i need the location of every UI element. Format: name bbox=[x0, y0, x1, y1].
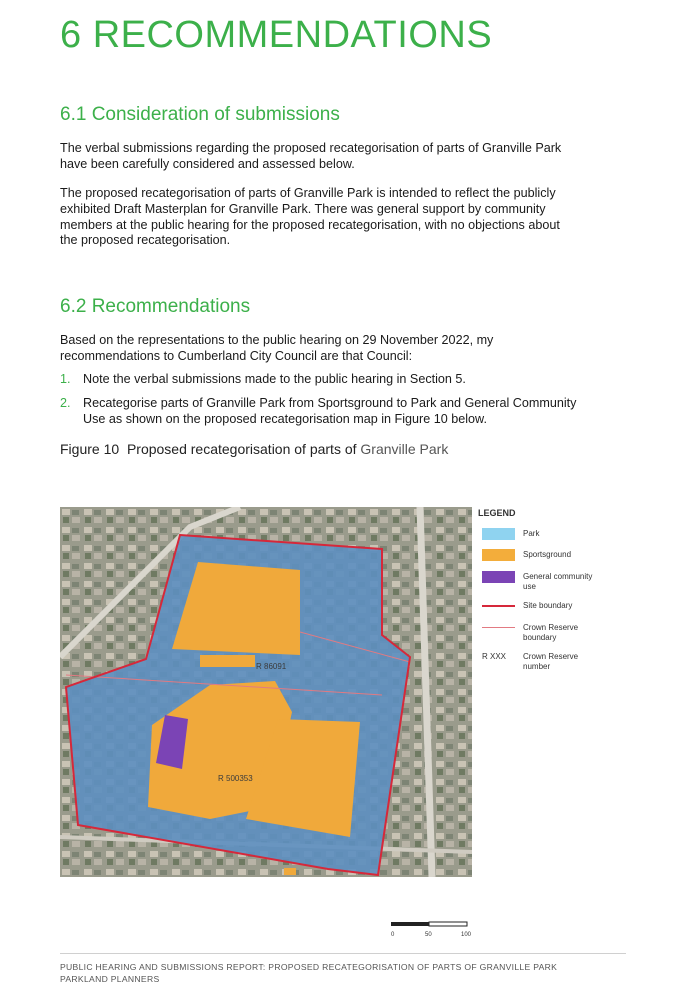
scale-bar bbox=[390, 920, 480, 947]
legend-label: Park bbox=[523, 529, 540, 538]
park-swatch-icon bbox=[482, 528, 515, 540]
text-line: exhibited Draft Masterplan for Granville Park. There was general support by community bbox=[60, 201, 546, 216]
list-item bbox=[83, 372, 623, 388]
general-community-use-swatch-icon bbox=[482, 571, 515, 583]
figure-caption bbox=[60, 441, 448, 457]
section-6-2-intro bbox=[60, 333, 630, 365]
text-line: members at the public hearing for the proposed recategorisation, with no objections about bbox=[60, 217, 560, 232]
scale-tick: 100 bbox=[461, 932, 472, 938]
scale-bar-graphic bbox=[390, 920, 480, 942]
text-line: Use as shown on the proposed recategorisation map in Figure 10 below. bbox=[83, 411, 487, 426]
text-line: have been carefully considered and assessed below. bbox=[60, 156, 355, 171]
section-6-1-title: 6.1 Consideration of submissions bbox=[60, 104, 340, 125]
figure-caption-tail: Granville Park bbox=[360, 441, 449, 457]
scale-tick: 0 bbox=[391, 932, 395, 938]
figure-label: Figure 10 bbox=[60, 441, 120, 457]
section-6-2-title: 6.2 Recommendations bbox=[60, 296, 251, 317]
text-line: the proposed recategorisation. bbox=[60, 233, 231, 248]
list-number: 1. bbox=[60, 372, 71, 386]
crown-reserve-label: R 86091 bbox=[256, 662, 287, 671]
footer-author: PARKLAND PLANNERS bbox=[60, 974, 160, 984]
section-6-1-paragraph-1 bbox=[60, 141, 630, 173]
sportsground-swatch-icon bbox=[482, 549, 515, 561]
text-line: The verbal submissions regarding the proposed recategorisation of parts of Granville Park bbox=[60, 141, 562, 155]
page-heading: 6 RECOMMENDATIONS bbox=[60, 14, 493, 56]
scale-tick: 50 bbox=[425, 932, 432, 938]
text-line: Based on the representations to the public hearing on 29 November 2022, my bbox=[60, 333, 494, 347]
sportsground-area bbox=[284, 868, 296, 875]
text-line: recommendations to Cumberland City Council are that Council: bbox=[60, 348, 413, 363]
legend-label: Site boundary bbox=[523, 601, 573, 610]
site-boundary-line-icon bbox=[482, 605, 515, 607]
section-6-1-paragraph-2 bbox=[60, 186, 630, 249]
legend-label: General community use bbox=[523, 572, 593, 591]
legend-title: LEGEND bbox=[478, 508, 516, 518]
footer-report-title: PUBLIC HEARING AND SUBMISSIONS REPORT: PROPOSED RECATEGORISATION OF PARTS OF GRANVILLE PARK bbox=[60, 962, 558, 972]
text-line: The proposed recategorisation of parts of Granville Park is intended to reflect the publicly bbox=[60, 186, 556, 200]
list-number: 2. bbox=[60, 396, 71, 410]
crown-reserve-symbol: R XXX bbox=[482, 652, 507, 661]
legend-label: Crown Reserve boundary bbox=[523, 623, 579, 642]
footer-divider bbox=[60, 953, 626, 954]
map-graphic bbox=[60, 507, 472, 877]
legend-label: Sportsground bbox=[523, 550, 572, 559]
crown-reserve-line-icon bbox=[482, 627, 515, 628]
text-line: Note the verbal submissions made to the public hearing in Section 5. bbox=[83, 372, 466, 386]
map-legend bbox=[478, 508, 598, 671]
figure-caption-main: Proposed recategorisation of parts of bbox=[126, 441, 361, 457]
legend-label: Crown Reserve number bbox=[523, 652, 579, 671]
sportsground-area bbox=[200, 655, 255, 667]
text-line: Recategorise parts of Granville Park from Sportsground to Park and General Community bbox=[83, 396, 577, 410]
list-item bbox=[83, 396, 623, 428]
recategorisation-map bbox=[60, 507, 472, 877]
crown-reserve-label: R 500353 bbox=[218, 774, 253, 783]
